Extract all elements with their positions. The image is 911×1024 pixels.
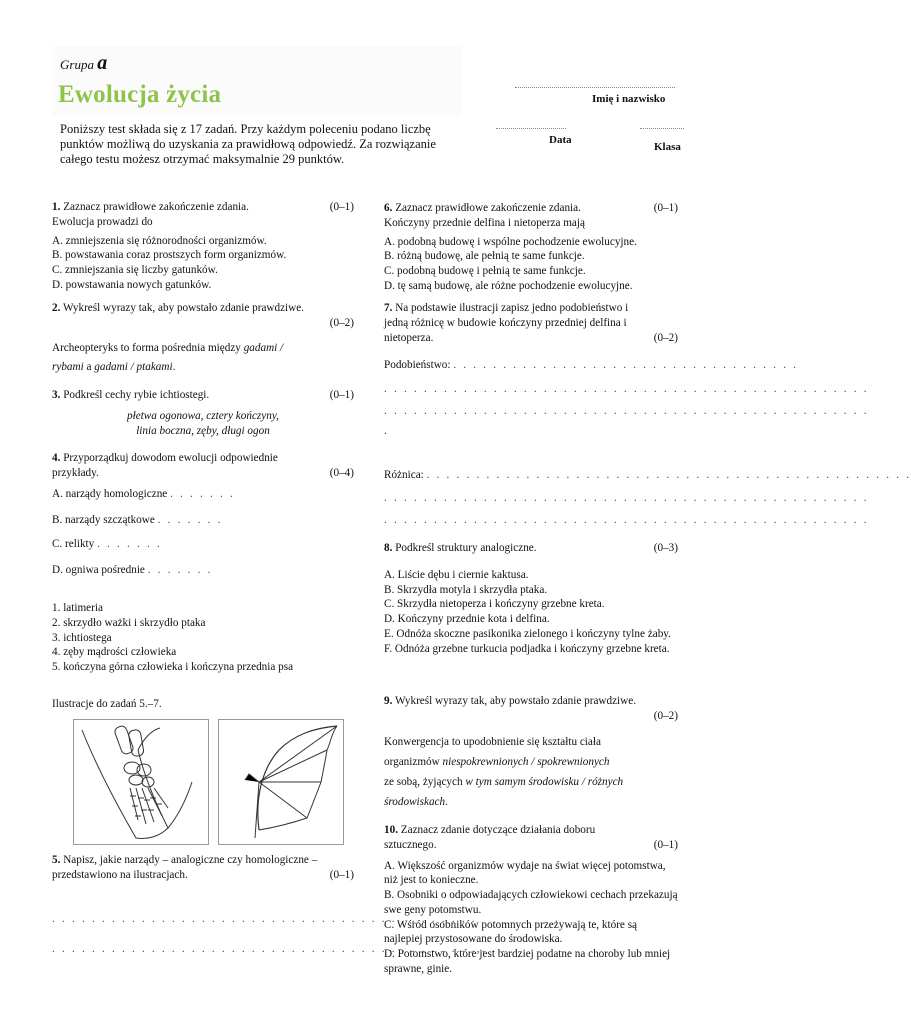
question-10: 10. Zaznacz zdanie dotyczące działania doboru sztucznego. (0–1) A. Większość organizmów wydaje na świat więcej potomstwa, niż jest to konieczne. B. Osobniki o odpowiadających człowiekowi cechach przekazują swe geny potomstwu. C. Wśród osobników potomnych przeżywają te, które są najlepiej przystosowane do środowiska. D. Potomstwo, które jest bardziej podatne na choroby lub mniej sprawne, ginie. [384, 824, 678, 976]
examples-list: 1. latimeria 2. skrzydło ważki i skrzydło ptaka 3. ichtiostega 4. zęby mądrości człowieka 5. kończyna górna człowieka i kończyna przednia psa [52, 602, 294, 674]
points: (0–1) [329, 868, 354, 881]
intro-text: Poniższy test składa się z 17 zadań. Przy każdym poleceniu podano liczbę punktów możliwą do uzyskania za prawidłową odpowiedź. Za rozwiązanie całego testu możesz otrzymać maksymalnie 29 punktów. [60, 122, 436, 166]
points: (0–2) [653, 709, 678, 722]
name-field[interactable] [515, 87, 675, 88]
answer-dots[interactable]: . . . . . . . [170, 488, 236, 500]
option[interactable]: D. powstawania nowych gatunków. [52, 278, 212, 291]
strike-option[interactable]: gadami / ptakami [94, 360, 173, 373]
strike-option[interactable]: rybami [52, 360, 84, 373]
answer-dots[interactable]: . . . . . . . . . . . . . . . . . . . . . . . . . . . . . . . . . . . [453, 359, 799, 371]
points: (0–1) [653, 838, 678, 851]
name-label: Imię i nazwisko [592, 93, 666, 105]
underline-options[interactable]: płetwa ogonowa, cztery kończyny, [127, 409, 279, 422]
points: (0–2) [653, 331, 678, 344]
date-label: Data [549, 134, 572, 146]
similarity-row [384, 358, 799, 373]
answer-line[interactable]: . . . . . . . . . . . . . . . . . . . . . . . . . . . . . . . . . . . . . . . . . . .,. . . [52, 943, 507, 955]
option[interactable]: C. zmniejszania się liczby gatunków. [52, 264, 218, 277]
strike-option[interactable]: w tym samym środowisku / różnych [465, 775, 624, 788]
option[interactable]: A. podobną budowę i wspólne pochodzenie ewolucyjne. [384, 235, 637, 248]
dolphin-flipper-illustration [73, 719, 209, 845]
group-letter: a [97, 52, 108, 74]
difference-row [384, 468, 911, 483]
illustrations-label: Ilustracje do zadań 5.–7. [52, 698, 162, 710]
answer-dots[interactable]: . . . . . . . [147, 564, 213, 576]
similarity-label: Podobieństwo: [384, 359, 451, 371]
option[interactable]: C. podobną budowę i pełnią te same funkcje. [384, 265, 586, 278]
question-7: 7. Na podstawie ilustracji zapisz jedno podobieństwo i jedną różnicę w budowie kończyny przedniej delfina i nietoperza. (0–2) [384, 302, 678, 344]
points: (0–1) [329, 201, 354, 213]
question-4: 4. Przyporządkuj dowodom ewolucji odpowiednie przykłady. (0–4) [52, 452, 354, 479]
underline-options[interactable]: linia boczna, zęby, długi ogon [136, 424, 270, 437]
evidence-item: A. narządy homologiczne . . . . . . . [52, 488, 236, 500]
answer-line[interactable]: . . . . . . . . . . . . . . . . . . . . . . . . . . . . . . . . . . . . . . . . . . . [52, 913, 477, 925]
class-field[interactable] [640, 128, 684, 129]
option[interactable]: D. Potomstwo, które jest bardziej podatne na choroby lub mniej sprawne, ginie. [384, 948, 671, 976]
question-8: 8. Podkreśl struktury analogiczne. (0–3) A. Liście dębu i ciernie kaktusa. B. Skrzydła motyla i skrzydła ptaka. C. Skrzydła nietoperza i kończyny grzebne kreta. D. Kończyny przednie kota i delfina. E. Odnóża skoczne pasikonika zielonego i kończyny tylne żaby. F. Odnóża grzebne turkucia podjadka i kończyny grzebne kreta. [384, 542, 678, 655]
strike-option[interactable]: środowiskach [384, 796, 446, 809]
points: (0–4) [329, 466, 354, 479]
class-label: Klasa [654, 141, 681, 153]
option[interactable]: D. tę samą budowę, ale różne pochodzenie ewolucyjne. [384, 279, 633, 292]
points: (0–1) [329, 389, 354, 401]
option[interactable]: D. Kończyny przednie kota i delfina. [384, 613, 550, 626]
bat-wing-drawing [219, 720, 343, 844]
option[interactable]: C. Skrzydła nietoperza i kończyny grzebne kreta. [384, 598, 605, 611]
answer-dots[interactable]: . . . . . . . [157, 514, 223, 526]
option[interactable]: B. Skrzydła motyla i skrzydła ptaka. [384, 583, 548, 596]
question-2: 2. Wykreśl wyrazy tak, aby powstało zdanie prawdziwe. (0–2) Archeopteryks to forma pośrednia między gadami / rybami a gadami / ptakami. [52, 302, 354, 373]
evidence-item: B. narządy szczątkowe . . . . . . . [52, 514, 223, 526]
points: (0–3) [653, 542, 678, 554]
strike-option[interactable]: niespokrewnionych / spokrewnionych [442, 755, 610, 768]
difference-label: Różnica: [384, 469, 424, 481]
evidence-item: D. ogniwa pośrednie . . . . . . . [52, 564, 213, 576]
option[interactable]: A. Większość organizmów wydaje na świat więcej potomstwa, niż jest to konieczne. [384, 859, 666, 887]
answer-line-end: . [384, 425, 387, 437]
strike-option[interactable]: gadami / [243, 341, 284, 354]
answer-line[interactable]: . . . . . . . . . . . . . . . . . . . . . . . . . . . . . . . . . . . . . . . . . . . . . . . . . [384, 405, 869, 417]
answer-line[interactable]: . . . . . . . . . . . . . . . . . . . . . . . . . . . . . . . . . . . . . . . . . . . . . . . . . [384, 492, 869, 504]
answer-dots[interactable]: . . . . . . . . . . . . . . . . . . . . . . . . . . . . . . . . . . . . . . . . . . . . . . . . . [426, 469, 911, 481]
option[interactable]: B. Osobniki o odpowiadających człowiekowi cechach przekazują swe geny potomstwu. [384, 889, 678, 916]
question-5: 5. Napisz, jakie narządy – analogiczne czy homologiczne – przedstawiono na ilustracjach. (0–1) [52, 854, 354, 881]
evidence-item: C. relikty . . . . . . . [52, 538, 163, 550]
option[interactable]: E. Odnóża skoczne pasikonika zielonego i kończyny tylne żaby. [384, 627, 671, 640]
option[interactable]: A. Liście dębu i ciernie kaktusa. [384, 568, 529, 581]
answer-dots[interactable]: . . . . . . . [97, 538, 163, 550]
dolphin-flipper-drawing [74, 720, 208, 844]
option[interactable]: C. Wśród osobników potomnych przeżywają te, które są najlepiej przystosowane do środowiska. [384, 918, 638, 946]
option[interactable]: F. Odnóża grzebne turkucia podjadka i kończyny grzebne kreta. [384, 642, 670, 655]
answer-line[interactable]: . . . . . . . . . . . . . . . . . . . . . . . . . . . . . . . . . . . . . . . . . . . . . . . . . [384, 383, 869, 395]
points: (0–1) [653, 202, 678, 214]
answer-line[interactable]: . . . . . . . . . . . . . . . . . . . . . . . . . . . . . . . . . . . . . . . . . . . . . . . . . [384, 514, 869, 526]
points: (0–2) [329, 316, 354, 329]
question-1: 1. Zaznacz prawidłowe zakończenie zdania. (0–1) Ewolucja prowadzi do A. zmniejszenia się różnorodności organizmów. B. powstawania coraz prostszych form organizmów. C. zmniejszania się liczby gatunków. D. powstawania nowych gatunków. [52, 201, 354, 291]
question-6: 6. Zaznacz prawidłowe zakończenie zdania. (0–1) Kończyny przednie delfina i nietoperza mają A. podobną budowę i wspólne pochodzenie ewolucyjne. B. różną budowę, ale pełnią te same funkcje. C. podobną budowę i pełnią te same funkcje. D. tę samą budowę, ale różne pochodzenie ewolucyjne. [384, 202, 678, 292]
option[interactable]: B. powstawania coraz prostszych form organizmów. [52, 249, 287, 262]
option[interactable]: B. różną budowę, ale pełnią te same funkcje. [384, 250, 585, 263]
question-3: 3. Podkreśl cechy rybie ichtiostegi. (0–1) płetwa ogonowa, cztery kończyny, linia boczna, zęby, długi ogon [52, 389, 354, 437]
bat-wing-illustration [218, 719, 344, 845]
option[interactable]: A. zmniejszenia się różnorodności organizmów. [52, 234, 267, 247]
date-field[interactable] [496, 128, 566, 129]
question-9: 9. Wykreśl wyrazy tak, aby powstało zdanie prawdziwe. (0–2) Konwergencja to upodobnienie się kształtu ciała organizmów niespokrewnionych / spokrewnionych ze sobą, żyjących w tym samym środowisku / różnych środowiskach. [384, 695, 678, 809]
group-label: Grupa a [60, 52, 108, 74]
page-title: Ewolucja życia [58, 81, 222, 108]
